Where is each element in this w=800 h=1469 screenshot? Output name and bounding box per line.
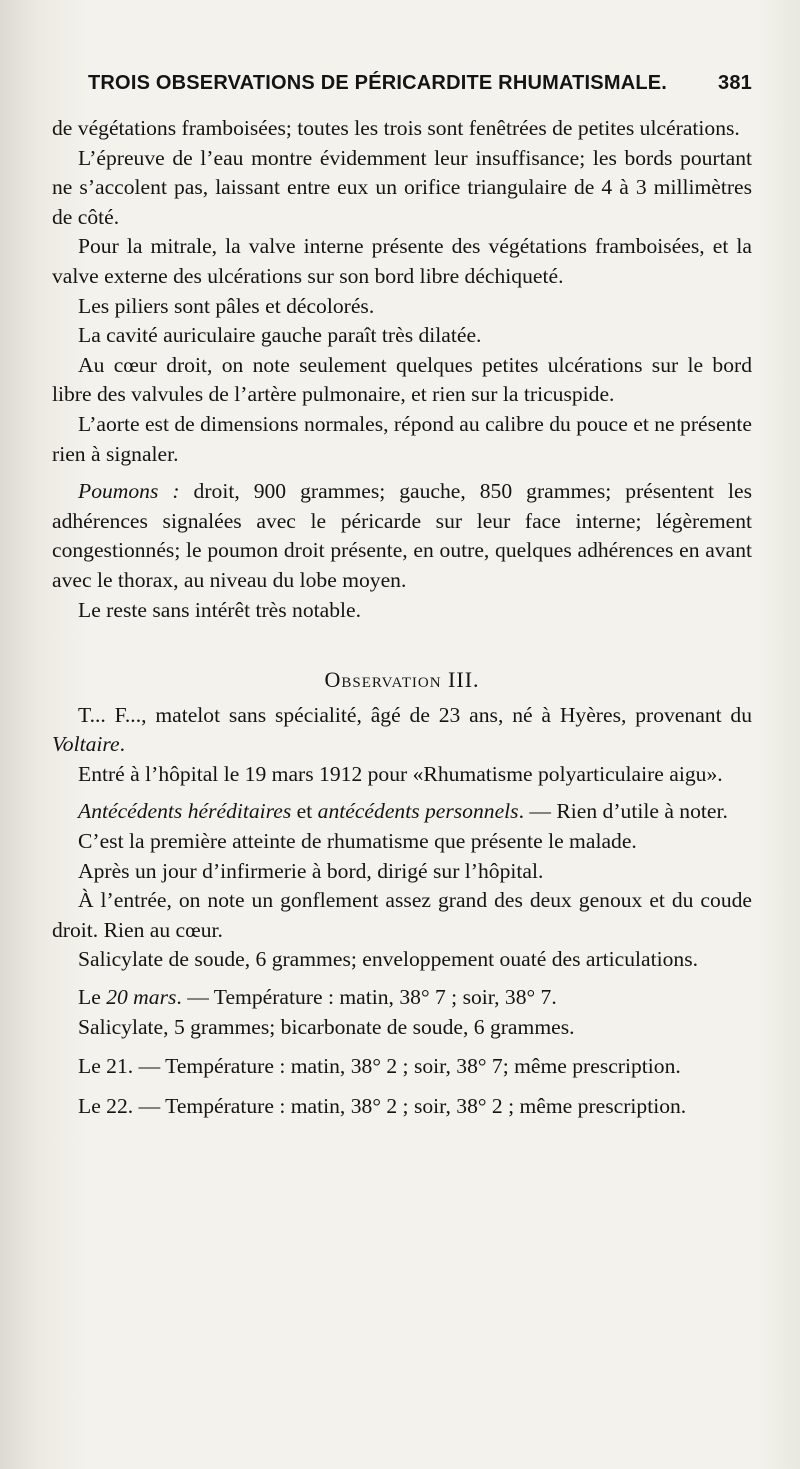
paragraph: L’épreuve de l’eau montre évidemment leur insuffisance; les bords pourtant ne s’accolent pas, laissant entre eux un orifice triangulaire de 4 à 3 millimètres de côté. [52,145,752,229]
paragraph-lungs [52,477,752,595]
antecedents-text: . — Rien d’utile à noter. [518,799,728,824]
header-title: TROIS OBSERVATIONS DE PÉRICARDITE RHUMATISMALE. [88,72,668,94]
paragraph: Le reste sans intérêt très notable. [78,597,362,622]
day20-prefix: Le [78,985,107,1010]
antecedents-label-b: antécédents personnels [317,799,519,824]
paragraph: La cavité auriculaire gauche paraît très dilatée. [78,323,482,348]
patient-text: T... F..., matelot sans spécialité, âgé de 23 ans, né à Hyères, provenant du [78,702,752,727]
paragraph-day20 [52,983,752,1013]
paragraph-day22: Le 22. — Température : matin, 38° 2 ; soir, 38° 2 ; même prescription. [78,1093,687,1118]
paragraph-patient [52,701,752,760]
patient-end: . [119,732,125,757]
paragraph: À l’entrée, on note un gonflement assez grand des deux genoux et du coude droit. Rien au cœur. [52,888,752,942]
paragraph: Au cœur droit, on note seulement quelques petites ulcérations sur le bord libre des valvules de l’artère pulmonaire, et rien sur la tricuspide. [52,352,752,407]
paragraph-day21: Le 21. — Température : matin, 38° 2 ; soir, 38° 7; même prescription. [78,1054,681,1079]
day20-text: . — Température : matin, 38° 7 ; soir, 38° 7. [176,985,557,1010]
paragraph: Salicylate de soude, 6 grammes; enveloppement ouaté des articulations. [78,947,699,972]
section-heading: Observation III. [324,667,480,693]
lungs-text: droit, 900 grammes; gauche, 850 grammes; présentent les adhérences signalées avec le péricarde sur leur face interne; légèrement congestionnés; le poumon droit présente, en outre, quelques adhérences en avant avec le thorax, au niveau du lobe moyen. [52,479,752,592]
antecedents-et: et [291,799,318,824]
paragraph: L’aorte est de dimensions normales, répond au calibre du pouce et ne présente rien à signaler. [52,411,752,466]
antecedents-label-a: Antécédents héréditaires [78,799,292,824]
lungs-label: Poumons : [78,479,180,504]
paragraph: C’est la première atteinte de rhumatisme que présente le malade. [78,829,637,854]
running-header [88,72,752,95]
paragraph: Pour la mitrale, la valve interne présente des végétations framboisées, et la valve externe des ulcérations sur son bord libre déchiqueté. [52,234,752,288]
paragraph: Entré à l’hôpital le 19 mars 1912 pour «Rhumatisme polyarticulaire aigu». [78,761,723,786]
paragraph: Salicylate, 5 grammes; bicarbonate de soude, 6 grammes. [78,1014,575,1039]
body-text [52,114,752,1121]
paragraph: de végétations framboisées; toutes les trois sont fenêtrées de petites ulcérations. [52,116,740,140]
page-number: 381 [718,72,752,94]
paragraph-antecedents [52,797,752,827]
paragraph: Après un jour d’infirmerie à bord, dirigé sur l’hôpital. [78,858,544,883]
day20-date: 20 mars [106,985,177,1010]
ship-name: Voltaire [52,732,120,757]
paragraph: Les piliers sont pâles et décolorés. [78,293,375,318]
